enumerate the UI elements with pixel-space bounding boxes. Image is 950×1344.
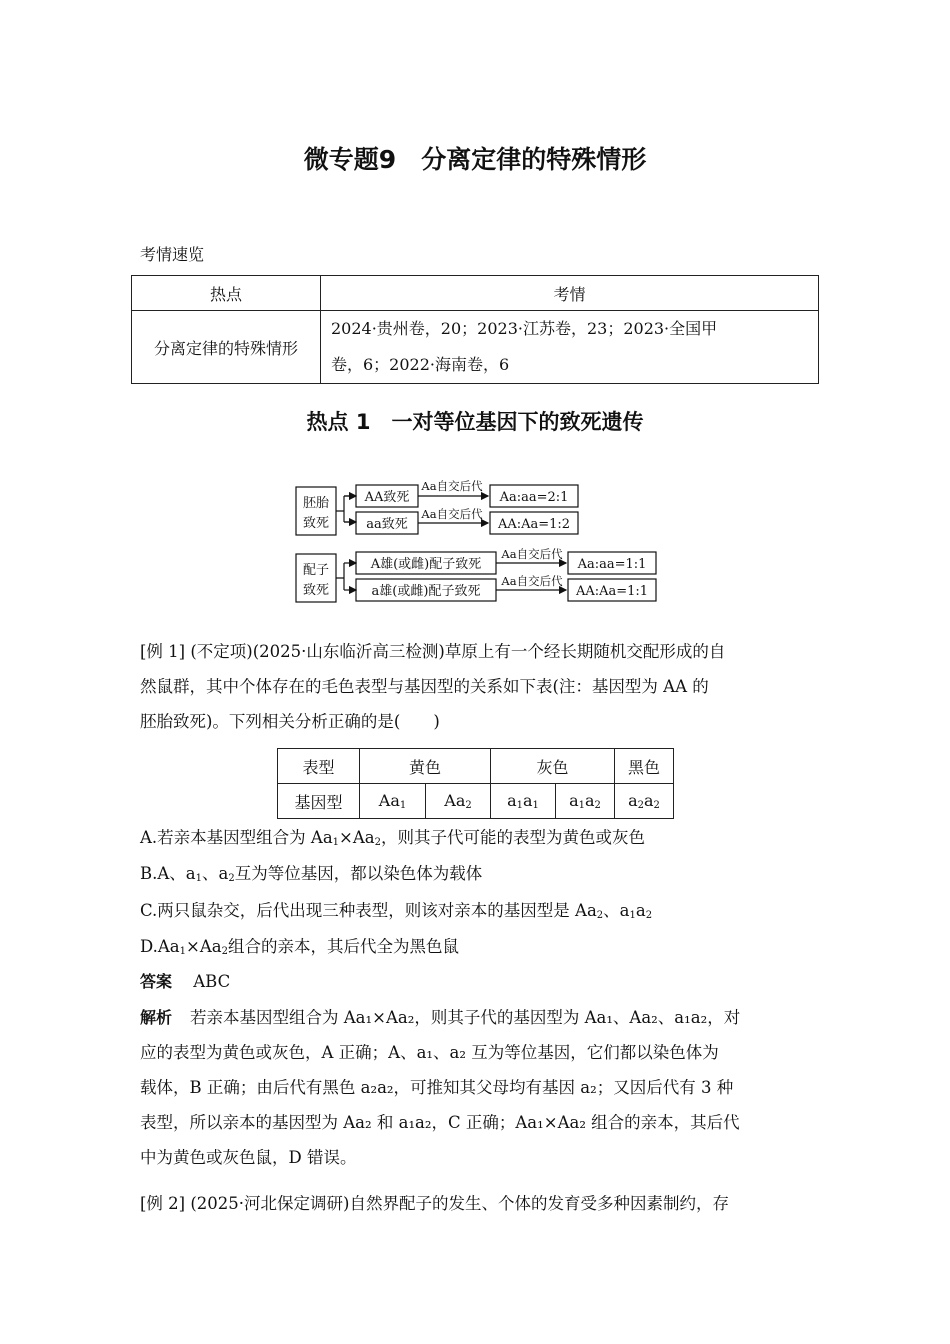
exam-line-1: 2024·贵州卷，20；2023·江苏卷，23；2023·全国甲 bbox=[331, 319, 718, 338]
cell-yellow: 黄色 bbox=[360, 749, 491, 784]
analysis-line-2: 应的表型为黄色或灰色，A 正确；A、a₁、a₂ 互为等位基因，它们都以染色体为 bbox=[140, 1043, 719, 1062]
group2-label-2: 致死 bbox=[302, 583, 330, 598]
group1-case1-cond: AA致死 bbox=[364, 490, 410, 505]
group1-case2-result: AA:Aa=1:2 bbox=[497, 517, 571, 532]
cell-Aa2: $Aa_2$ bbox=[426, 784, 491, 819]
group2-case2-arrow: Aa自交后代 bbox=[501, 574, 563, 588]
genotype-table bbox=[277, 748, 674, 819]
overview-label: 考情速览 bbox=[140, 245, 205, 264]
example2-line-1: [例 2] (2025·河北保定调研)自然界配子的发生、个体的发育受多种因素制约，存 bbox=[140, 1194, 729, 1213]
analysis-line-3: 载体，B 正确；由后代有黑色 a₂a₂，可推知其父母均有基因 a₂；又因后代有 3 种 bbox=[140, 1078, 734, 1097]
cell-a1a1: $a_1a_1$ bbox=[491, 784, 556, 819]
cell-phenotype: 表型 bbox=[278, 749, 360, 784]
analysis-label: 解析 bbox=[140, 1008, 173, 1027]
analysis-line-1: 若亲本基因型组合为 Aa₁×Aa₂，则其子代的基因型为 Aa₁、Aa₂、a₁a₂，对 bbox=[190, 1008, 741, 1027]
header-hotspot: 热点 bbox=[132, 276, 321, 311]
answer-label: 答案 bbox=[140, 972, 173, 991]
group1-case1-result: Aa:aa=2:1 bbox=[499, 490, 569, 505]
group2-label-1: 配子 bbox=[302, 563, 330, 578]
example1-stem bbox=[140, 634, 810, 739]
lethality-diagram bbox=[290, 474, 670, 606]
answer-value: ABC bbox=[193, 972, 231, 991]
answer-line bbox=[140, 969, 230, 992]
example1-line-1: [例 1] (不定项)(2025·山东临沂高三检测)草原上有一个经长期随机交配形成的自 bbox=[140, 642, 726, 661]
example1-line-2: 然鼠群，其中个体存在的毛色表型与基因型的关系如下表(注：基因型为 AA 的 bbox=[140, 677, 709, 696]
cell-gray: 灰色 bbox=[491, 749, 615, 784]
group2-case2-result: AA:Aa=1:1 bbox=[575, 584, 649, 599]
option-c: C.两只鼠杂交，后代出现三种表型，则该对亲本的基因型是 $Aa_2$、$a_1a_2$ bbox=[140, 901, 653, 921]
group1-label-2: 致死 bbox=[302, 516, 330, 531]
group1-label-1: 胚胎 bbox=[302, 496, 330, 511]
group2-case1-result: Aa:aa=1:1 bbox=[577, 557, 647, 572]
page-title: 微专题9 分离定律的特殊情形 bbox=[303, 145, 647, 174]
group1-case1-arrow: Aa自交后代 bbox=[421, 479, 483, 493]
analysis-line-5: 中为黄色或灰色鼠，D 错误。 bbox=[140, 1148, 357, 1167]
group2-case1-cond: A雄(或雌)配子致死 bbox=[370, 557, 482, 572]
overview-table bbox=[131, 275, 819, 384]
exam-line-2: 卷，6；2022·海南卷，6 bbox=[331, 355, 510, 374]
cell-a2a2: $a_2a_2$ bbox=[615, 784, 674, 819]
group1-case2-cond: aa致死 bbox=[366, 517, 408, 532]
example1-line-3: 胚胎致死)。下列相关分析正确的是( ) bbox=[140, 712, 440, 731]
cell-Aa1: $Aa_1$ bbox=[360, 784, 426, 819]
group2-case1-arrow: Aa自交后代 bbox=[501, 547, 563, 561]
option-b: B.A、$a_1$、$a_2$互为等位基因，都以染色体为载体 bbox=[140, 864, 483, 884]
hotspot1-title: 热点 1 一对等位基因下的致死遗传 bbox=[306, 410, 644, 434]
cell-a1a2: $a_1a_2$ bbox=[556, 784, 615, 819]
cell-exam bbox=[321, 311, 819, 384]
option-a: A.若亲本基因型组合为 $Aa_1\times Aa_2$，则其子代可能的表型为黄色或灰色 bbox=[140, 828, 645, 848]
cell-black: 黑色 bbox=[615, 749, 674, 784]
cell-hotspot: 分离定律的特殊情形 bbox=[132, 311, 321, 384]
cell-genotype-label: 基因型 bbox=[278, 784, 360, 819]
group2-case2-cond: a雄(或雌)配子致死 bbox=[371, 584, 481, 599]
analysis-line-4: 表型，所以亲本的基因型为 Aa₂ 和 a₁a₂，C 正确；Aa₁×Aa₂ 组合的亲本，其后代 bbox=[140, 1113, 740, 1132]
group1-case2-arrow: Aa自交后代 bbox=[421, 507, 483, 521]
header-exam: 考情 bbox=[321, 276, 819, 311]
analysis bbox=[140, 1000, 810, 1175]
option-d: $D.Aa_1\times Aa_2$组合的亲本，其后代全为黑色鼠 bbox=[140, 937, 459, 957]
